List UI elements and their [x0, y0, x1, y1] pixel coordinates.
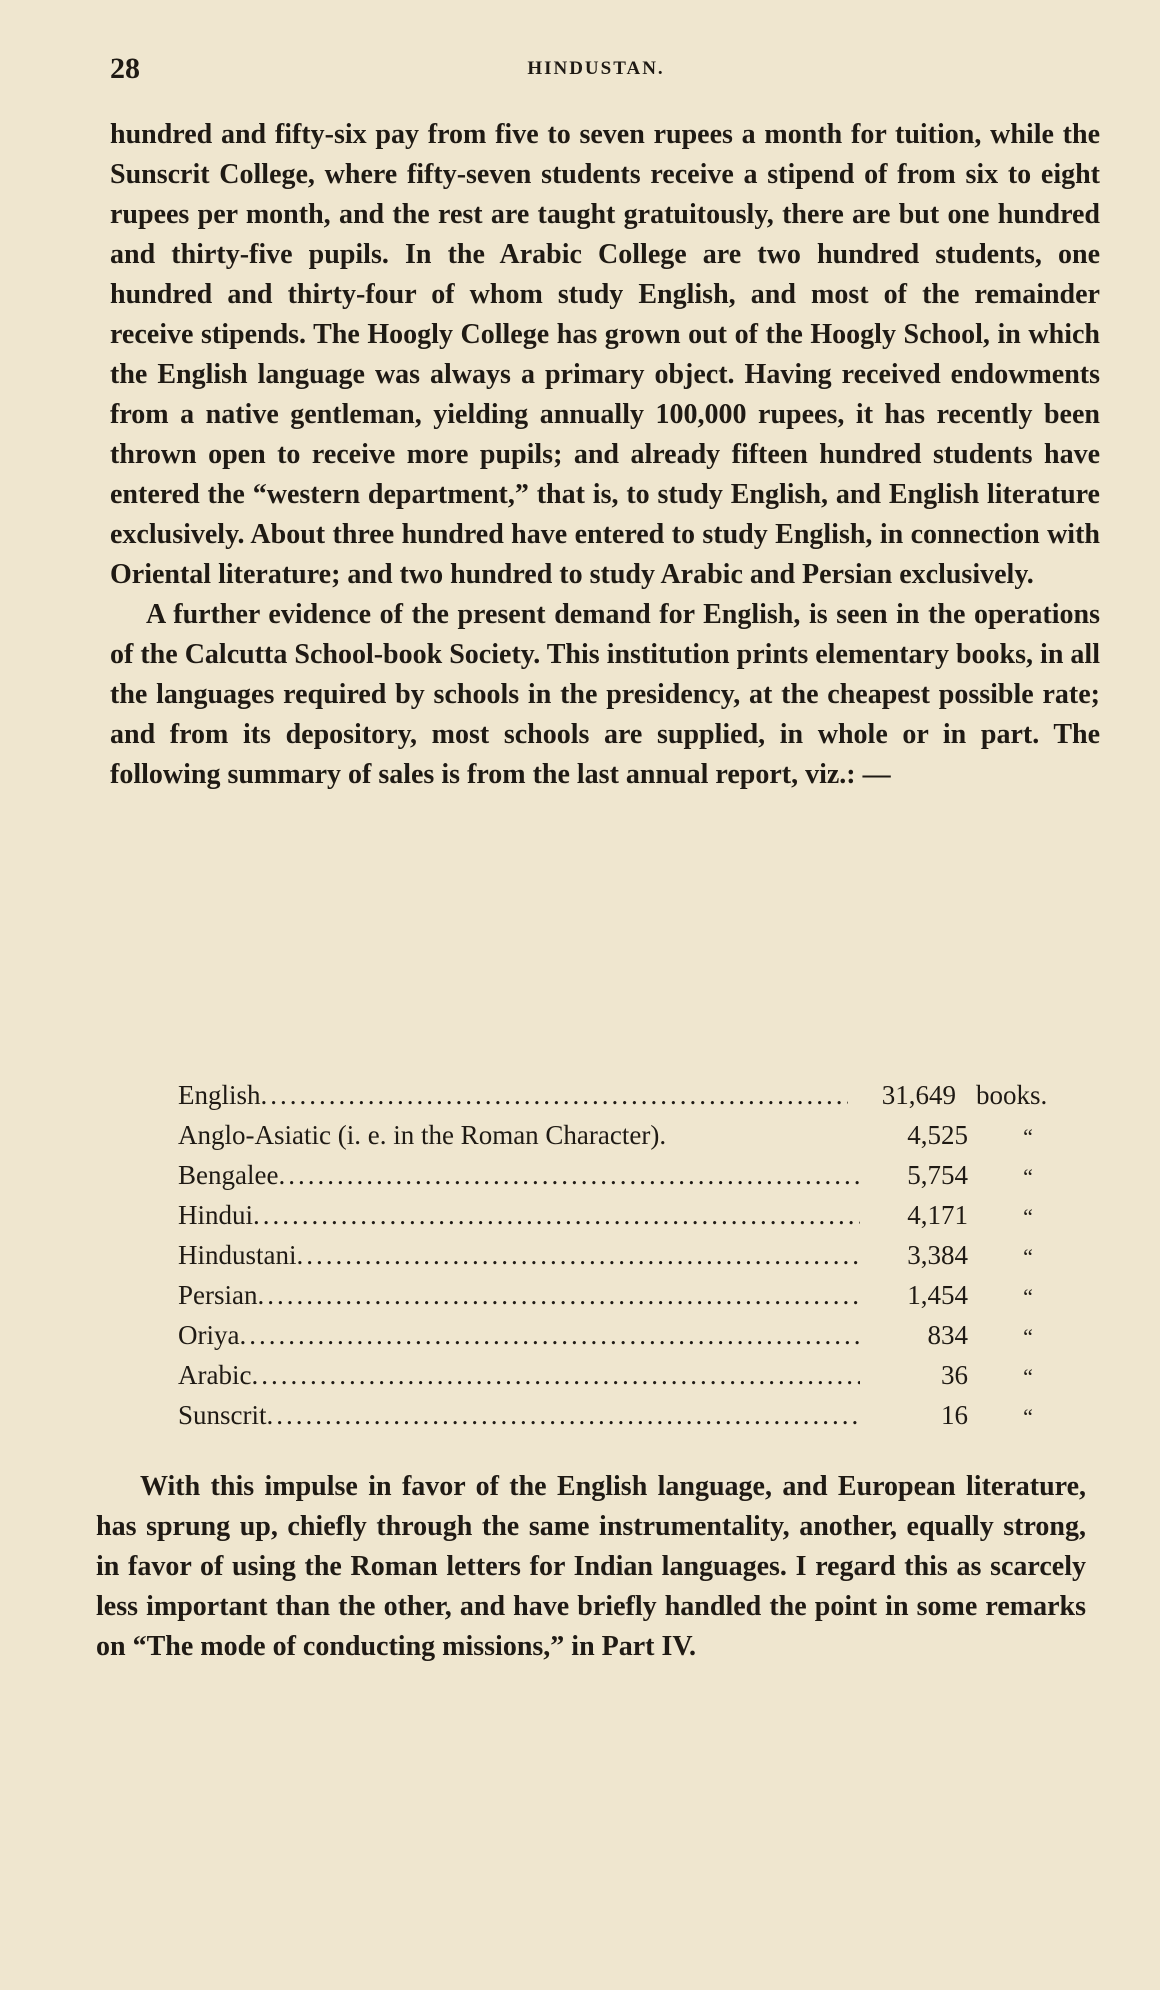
sales-row: [178, 1275, 1088, 1315]
sales-row: [178, 1315, 1088, 1355]
running-title: HINDUSTAN.: [527, 58, 665, 79]
page-number: 28: [110, 52, 140, 85]
sales-summary-table: [178, 1075, 1088, 1435]
sales-unit: “: [1023, 1244, 1033, 1269]
sales-count: 834: [927, 1320, 968, 1350]
sales-row: [178, 1395, 1088, 1435]
dot-leader: [257, 1275, 860, 1315]
sales-unit: “: [1023, 1164, 1033, 1189]
sales-unit: “: [1023, 1324, 1033, 1349]
sales-language: Oriya: [178, 1320, 240, 1350]
sales-count: 36: [941, 1360, 968, 1390]
sales-language: Persian: [178, 1280, 258, 1310]
sales-row: [178, 1075, 1088, 1115]
paragraph-2: A further evidence of the present demand for English, is seen in the operations of the Calcutta School-book Society. This institution prints elementary books, in all the languages required by schools in the presidency, at the cheapest possible rate; and from its depository, most schools are supplied, in whole or in part. The following summary of sales is from the last annual report, viz.: —: [110, 599, 1100, 790]
dot-leader: [251, 1355, 860, 1395]
closing-text: [96, 1467, 1086, 1667]
closing-paragraph: With this impulse in favor of the English language, and European literature, has sprung up, chiefly through the same instrumentality, another, equally strong, in favor of using the Roman letters for Indian languages. I regard this as scarcely less important than the other, and have briefly handled the point in some remarks on “The mode of conducting missions,” in Part IV.: [96, 1471, 1086, 1662]
sales-language: Bengalee: [178, 1160, 279, 1190]
sales-row: [178, 1155, 1088, 1195]
sales-unit: “: [1023, 1204, 1033, 1229]
sales-count: 5,754: [907, 1160, 968, 1190]
sales-language: Arabic: [178, 1360, 252, 1390]
paragraph-1: hundred and fifty-six pay from five to seven rupees a month for tuition, while the Sunscrit College, where fifty-seven students receive a stipend of from six to eight rupees per month, and the rest are taught gratuitously, there are but one hundred and thirty-five pupils. In the Arabic College are two hundred students, one hundred and thirty-four of whom study English, and most of the remainder receive stipends. The Hoogly College has grown out of the Hoogly School, in which the English language was always a primary object. Having received endowments from a native gentleman, yielding annually 100,000 rupees, it has recently been thrown open to receive more pupils; and already fifteen hundred students have entered the “western department,” that is, to study English, and English literature exclusively. About three hundred have entered to study English, in connection with Oriental literature; and two hundred to study Arabic and Persian exclusively.: [110, 119, 1100, 590]
sales-row: [178, 1235, 1088, 1275]
sales-language: Sunscrit: [178, 1400, 267, 1430]
dot-leader: [239, 1315, 860, 1355]
dot-leader: [253, 1195, 860, 1235]
sales-count: 1,454: [907, 1280, 968, 1310]
dot-leader: [278, 1155, 860, 1195]
sales-row: [178, 1115, 1088, 1155]
sales-count: 16: [941, 1400, 968, 1430]
sales-unit: “: [1023, 1364, 1033, 1389]
sales-language: Anglo-Asiatic (i. e. in the Roman Character).: [178, 1120, 667, 1150]
body-text: [110, 115, 1100, 795]
dot-leader: [261, 1075, 848, 1115]
sales-language: Hindustani: [178, 1240, 297, 1270]
dot-leader: [297, 1235, 861, 1275]
sales-unit: “: [1023, 1124, 1033, 1149]
sales-language: Hindui: [178, 1200, 254, 1230]
sales-unit: books.: [976, 1080, 1048, 1110]
sales-language: English: [178, 1080, 261, 1110]
dot-leader: [267, 1395, 860, 1435]
sales-unit: “: [1023, 1284, 1033, 1309]
sales-row: [178, 1195, 1088, 1235]
sales-row: [178, 1355, 1088, 1395]
sales-count: 4,171: [907, 1200, 968, 1230]
sales-count: 4,525: [907, 1120, 968, 1150]
running-head: [110, 52, 1082, 92]
sales-count: 31,649: [881, 1080, 956, 1110]
sales-unit: “: [1023, 1404, 1033, 1429]
sales-count: 3,384: [907, 1240, 968, 1270]
